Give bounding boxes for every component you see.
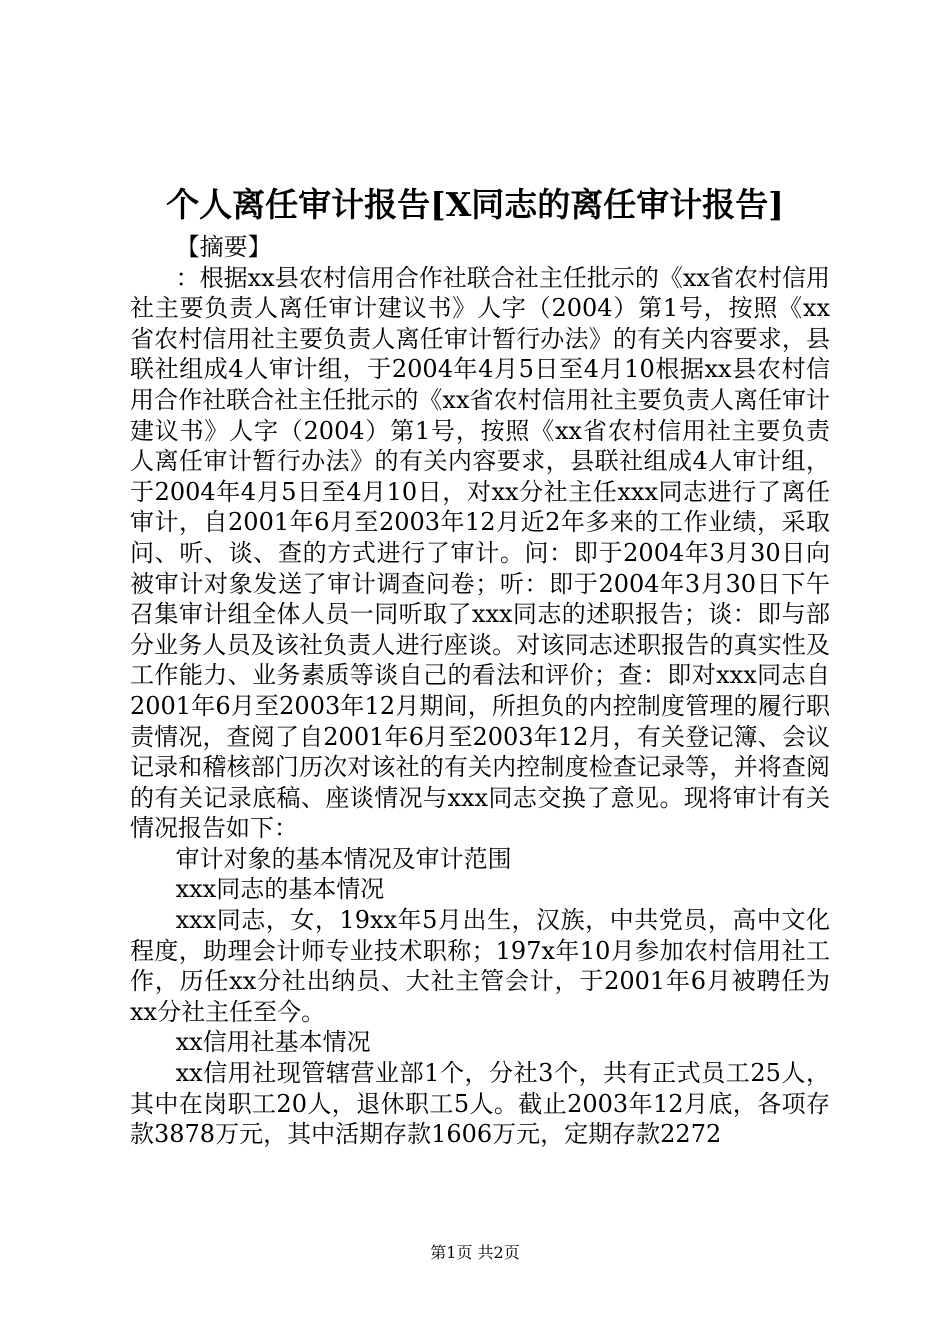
document-body: [130, 232, 830, 1150]
section-heading-credit-union: xx信用社基本情况: [175, 1028, 371, 1057]
paragraph-credit-union: xx信用社现管辖营业部1个，分社3个，共有正式员工25人，其中在岗职工20人，退休职工5人。截止2003年12月底，各项存款3878万元，其中活期存款1606万元，定期存款2272: [130, 1059, 830, 1149]
section-heading-audit-scope: 审计对象的基本情况及审计范围: [175, 844, 512, 873]
paragraph-person-info: xxx同志，女，19xx年5月出生，汉族，中共党员，高中文化程度，助理会计师专业技术职称；197x年10月参加农村信用社工作，历任xx分社出纳员、大社主管会计，于2001年6月被聘任为xx分社主任至今。: [130, 906, 830, 1026]
section-heading-person-info: xxx同志的基本情况: [175, 875, 385, 904]
abstract-label: 【摘要】: [175, 233, 272, 261]
paragraph-intro: ：根据xx县农村信用合作社联合社主任批示的《xx省农村信用社主要负责人离任审计建议书》人字（2004）第1号，按照《xx省农村信用社主要负责人离任审计暂行办法》的有关内容要求，县联社组成4人审计组，于2004年4月5日至4月10根据xx县农村信用合作社联合社主任批示的《xx省农村信用社主要负责人离任审计建议书》人字（2004）第1号，按照《xx省农村信用社主要负责人离任审计暂行办法》的有关内容要求，县联社组成4人审计组，于2004年4月5日至4月10日，对xx分社主任xxx同志进行了离任审计，自2001年6月至2003年12月近2年多来的工作业绩，采取问、听、谈、查的方式进行了审计。问：即于2004年3月30日向被审计对象发送了审计调查问卷；听：即于2004年3月30日下午召集审计组全体人员一同听取了xxx同志的述职报告；谈：即与部分业务人员及该社负责人进行座谈。对该同志述职报告的真实性及工作能力、业务素质等谈自己的看法和评价；查：即对xxx同志自2001年6月至2003年12月期间，所担负的内控制度管理的履行职责情况，查阅了自2001年6月至2003年12月，有关登记簿、会议记录和稽核部门历次对该社的有关内控制度检查记录等，并将查阅的有关记录底稿、座谈情况与xxx同志交换了意见。现将审计有关情况报告如下：: [130, 263, 830, 843]
document-title: 个人离任审计报告[X同志的离任审计报告]: [166, 185, 784, 224]
page-footer: 第1页 共2页: [430, 1243, 520, 1262]
